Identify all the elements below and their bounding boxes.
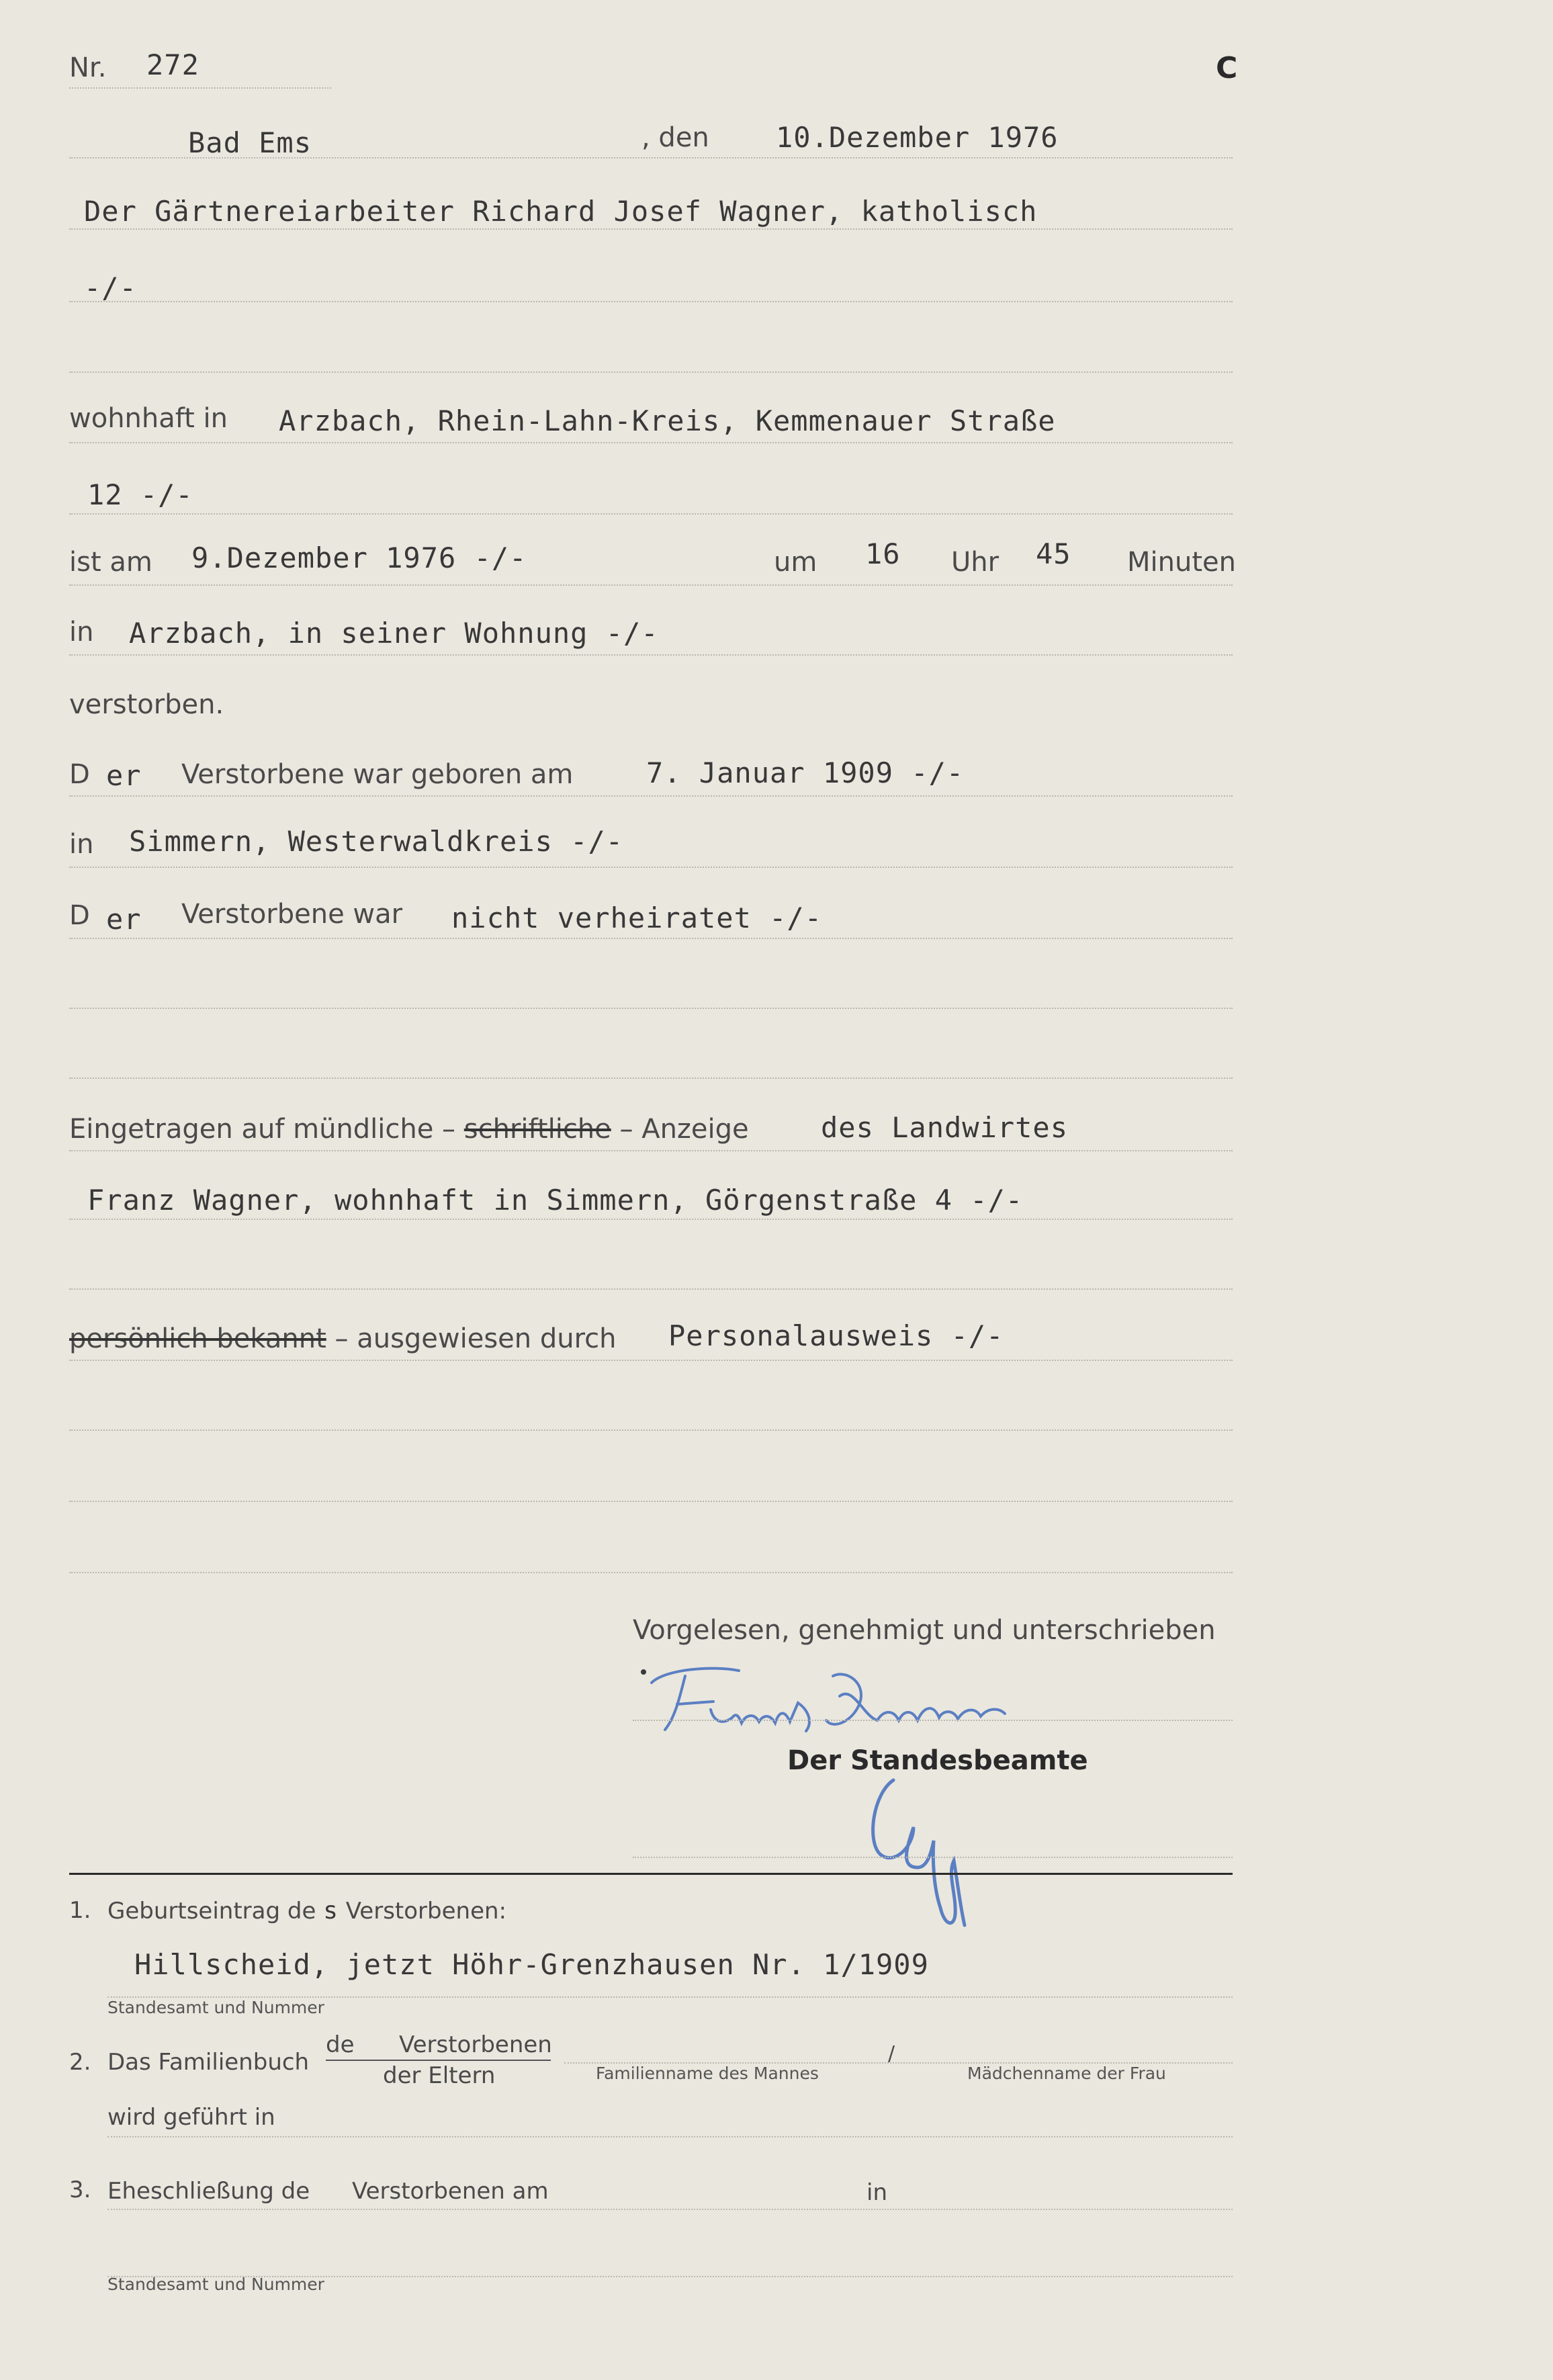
death-place: Arzbach, in seiner Wohnung -/- bbox=[129, 617, 659, 650]
residence-value-cont: 12 -/- bbox=[87, 478, 193, 511]
birth-date: 7. Januar 1909 -/- bbox=[646, 756, 965, 789]
item1-label-ending: s bbox=[323, 1897, 339, 1925]
marital-label: Verstorbene war bbox=[181, 899, 403, 930]
husband-name-caption: Familienname des Mannes bbox=[596, 2064, 819, 2083]
item1-label bbox=[107, 1897, 506, 1925]
marital-status: nicht verheiratet -/- bbox=[451, 901, 823, 934]
rule bbox=[69, 795, 1233, 797]
rule bbox=[69, 1360, 1233, 1361]
informant-line2: Franz Wagner, wohnhaft in Simmern, Görgenstraße 4 -/- bbox=[87, 1184, 1024, 1217]
marital-prefix-ending: er bbox=[106, 903, 142, 936]
item3-label: Eheschließung de bbox=[107, 2178, 310, 2205]
item1-label-b: Verstorbenen: bbox=[345, 1898, 506, 1925]
rule bbox=[69, 157, 1233, 159]
name-separator: / bbox=[888, 2042, 895, 2066]
item2-de: de bbox=[326, 2031, 355, 2058]
item3-in: in bbox=[867, 2179, 887, 2206]
item1-number: 1. bbox=[69, 1897, 91, 1924]
death-hour: 16 bbox=[865, 537, 901, 570]
birth-label: Verstorbene war geboren am bbox=[181, 759, 574, 790]
section-divider bbox=[69, 1873, 1233, 1875]
rule bbox=[69, 228, 1233, 230]
date-label: , den bbox=[641, 122, 709, 153]
rule bbox=[107, 2209, 1233, 2210]
rule bbox=[69, 1429, 1233, 1431]
rule bbox=[69, 1077, 1233, 1079]
died-label: verstorben. bbox=[69, 689, 224, 720]
rule bbox=[633, 1857, 1233, 1858]
birth-prefix-ending: er bbox=[106, 759, 142, 792]
deceased-description-cont: -/- bbox=[84, 271, 137, 304]
nr-label: Nr. bbox=[69, 52, 107, 83]
rule bbox=[69, 1572, 1233, 1573]
um-label: um bbox=[774, 547, 817, 578]
report-label-struck: schriftliche bbox=[463, 1114, 611, 1145]
rule bbox=[69, 584, 1233, 586]
identification-document: Personalausweis -/- bbox=[668, 1319, 1004, 1352]
read-approved-text: Vorgelesen, genehmigt und unterschrieben bbox=[633, 1615, 1216, 1646]
report-label-b: – Anzeige bbox=[619, 1114, 749, 1145]
identification-label bbox=[69, 1323, 617, 1354]
death-place-label: in bbox=[69, 617, 94, 648]
death-minute: 45 bbox=[1036, 537, 1071, 570]
rule bbox=[69, 513, 1233, 515]
identification-label-struck: persönlich bekannt bbox=[69, 1323, 326, 1354]
rule bbox=[633, 1720, 1233, 1721]
rule bbox=[69, 442, 1233, 443]
rule bbox=[69, 938, 1233, 939]
corner-letter: C bbox=[1216, 51, 1238, 85]
birth-prefix: D bbox=[69, 759, 90, 790]
register-number: 272 bbox=[146, 48, 199, 81]
hour-label: Uhr bbox=[951, 547, 1000, 578]
rule bbox=[69, 87, 331, 89]
item2-parents: der Eltern bbox=[383, 2062, 496, 2089]
item2-label: Das Familienbuch bbox=[107, 2049, 310, 2076]
report-label bbox=[69, 1114, 749, 1145]
rule bbox=[69, 654, 1233, 656]
item3-number: 3. bbox=[69, 2176, 91, 2203]
place-of-registration: Bad Ems bbox=[188, 126, 312, 159]
rule bbox=[69, 1150, 1233, 1151]
informant-signature bbox=[638, 1656, 1028, 1743]
item1-caption: Standesamt und Nummer bbox=[107, 1998, 324, 2017]
birth-entry-reference: Hillscheid, jetzt Höhr-Grenzhausen Nr. 1/1909 bbox=[134, 1948, 929, 1981]
rule bbox=[69, 301, 1233, 302]
rule bbox=[69, 1219, 1233, 1220]
item1-label-a: Geburtseintrag de bbox=[107, 1898, 316, 1925]
deceased-description: Der Gärtnereiarbeiter Richard Josef Wagner, katholisch bbox=[84, 195, 1038, 228]
residence-label: wohnhaft in bbox=[69, 403, 228, 434]
rule bbox=[69, 371, 1233, 373]
informant-line1: des Landwirtes bbox=[821, 1111, 1069, 1144]
rule bbox=[69, 1288, 1233, 1290]
item2-number: 2. bbox=[69, 2049, 91, 2076]
identification-label-b: – ausgewiesen durch bbox=[335, 1323, 617, 1354]
minute-label: Minuten bbox=[1127, 547, 1236, 578]
residence-value: Arzbach, Rhein-Lahn-Kreis, Kemmenauer Straße bbox=[279, 404, 1056, 437]
registrar-signature bbox=[853, 1767, 987, 1935]
rule bbox=[69, 1008, 1233, 1009]
marital-prefix: D bbox=[69, 900, 90, 931]
rule bbox=[107, 2136, 1233, 2137]
rule bbox=[69, 1501, 1233, 1502]
registrar-title: Der Standesbeamte bbox=[787, 1745, 1088, 1776]
rule bbox=[69, 867, 1233, 868]
item2-deceased: Verstorbenen bbox=[399, 2031, 552, 2058]
item3-caption: Standesamt und Nummer bbox=[107, 2275, 324, 2294]
registration-date: 10.Dezember 1976 bbox=[776, 121, 1059, 154]
item2-kept-in: wird geführt in bbox=[107, 2104, 275, 2131]
item3-label-b: Verstorbenen am bbox=[352, 2178, 549, 2205]
wife-name-caption: Mädchenname der Frau bbox=[967, 2064, 1166, 2083]
death-date: 9.Dezember 1976 -/- bbox=[191, 541, 527, 574]
birth-place-label: in bbox=[69, 829, 94, 860]
fraction-line bbox=[326, 2060, 551, 2061]
report-label-a: Eingetragen auf mündliche – bbox=[69, 1114, 456, 1145]
death-date-label: ist am bbox=[69, 547, 152, 578]
birth-place: Simmern, Westerwaldkreis -/- bbox=[129, 825, 624, 858]
